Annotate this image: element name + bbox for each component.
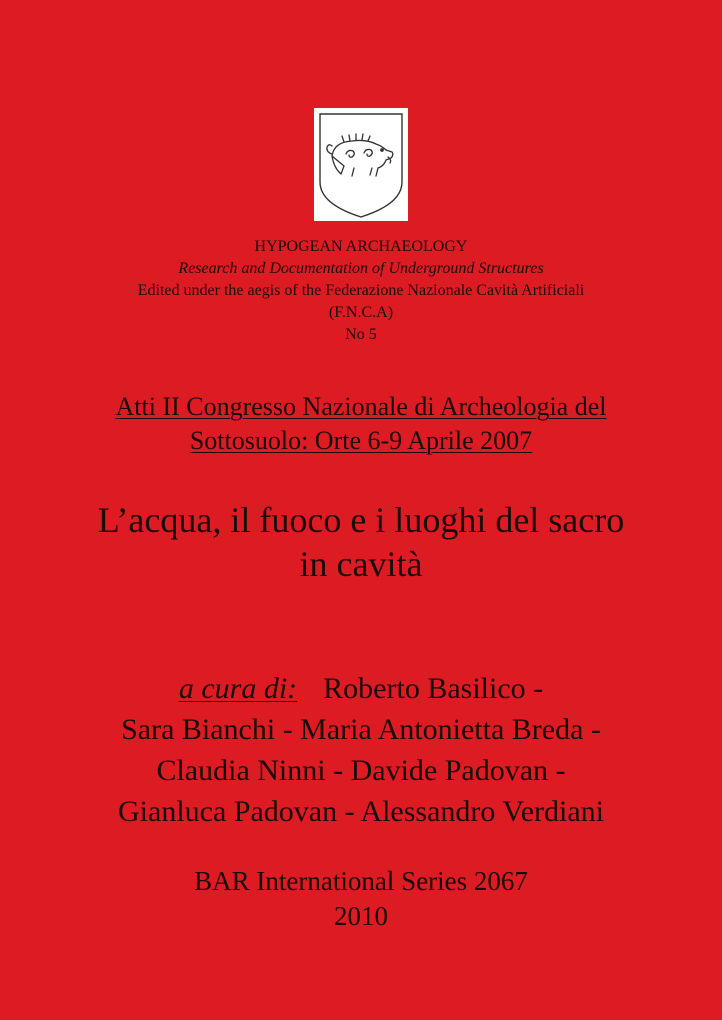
series-number: No 5: [345, 326, 377, 343]
series-emblem: [314, 108, 408, 221]
editors-line-1: [0, 668, 722, 709]
editors-line-2: Sara Bianchi - Maria Antonietta Breda -: [121, 713, 601, 746]
editors-line-4: Gianluca Padovan - Alessandro Verdiani: [118, 795, 604, 828]
editor-names-1: Roberto Basilico -: [323, 672, 544, 705]
editors-block: [0, 668, 722, 832]
editors-label: a cura di:: [178, 672, 298, 705]
publisher-series: BAR International Series 2067: [194, 866, 528, 896]
book-title-line-1: L’acqua, il fuoco e i luoghi del sacro: [97, 500, 625, 540]
book-title: [0, 498, 722, 586]
congress-line-1: Atti II Congresso Nazionale di Archeologia del: [115, 392, 607, 421]
series-name: HYPOGEAN ARCHAEOLOGY: [254, 238, 468, 255]
book-title-line-2: in cavità: [299, 544, 423, 584]
congress-title: [0, 390, 722, 458]
publisher-block: [0, 864, 722, 934]
editors-line-3: Claudia Ninni - Davide Padovan -: [156, 754, 566, 787]
boar-shield-icon: [314, 108, 408, 221]
series-subtitle: Research and Documentation of Underground Structures: [178, 260, 544, 277]
publication-year: 2010: [334, 901, 388, 931]
series-acronym: (F.N.C.A): [328, 304, 394, 321]
series-info: [0, 236, 722, 346]
series-edited-line: Edited under the aegis of the Federazione Nazionale Cavità Artificiali: [137, 282, 585, 299]
congress-line-2: Sottosuolo: Orte 6-9 Aprile 2007: [189, 426, 533, 455]
